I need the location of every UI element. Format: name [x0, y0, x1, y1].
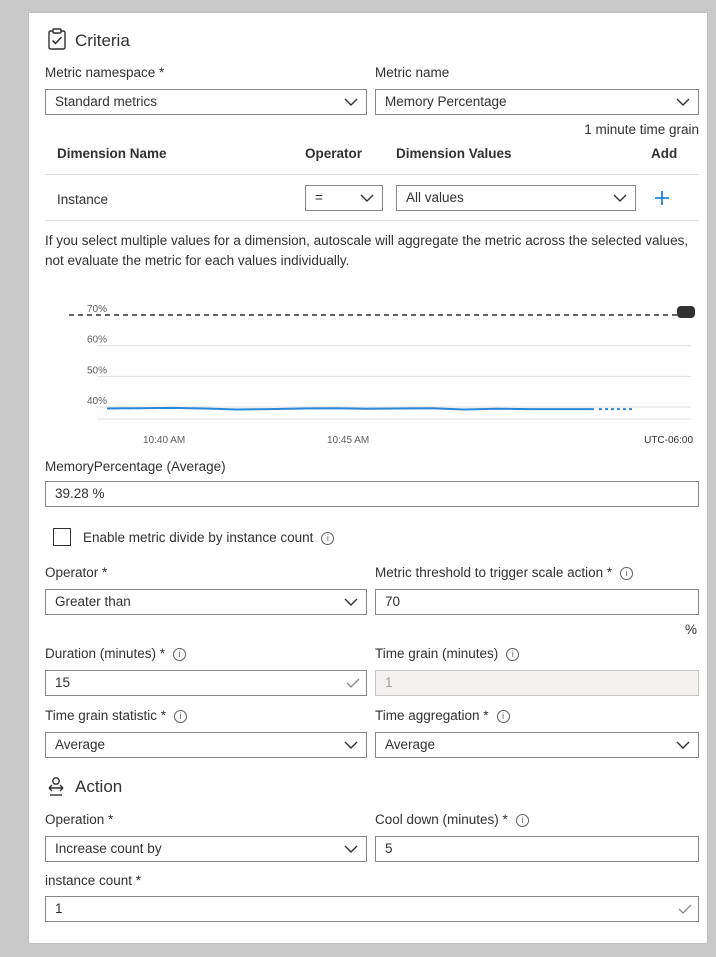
info-icon[interactable]: i: [174, 710, 187, 723]
info-icon[interactable]: i: [620, 567, 633, 580]
chevron-down-icon: [360, 191, 374, 205]
x-tick-label: 10:40 AM: [143, 435, 186, 446]
metric-aggregate-value-field: [45, 481, 699, 507]
instance-count-label: instance count *: [45, 873, 142, 888]
operator-dropdown[interactable]: [45, 589, 367, 615]
threshold-input[interactable]: [375, 589, 699, 615]
cool-down-input[interactable]: [375, 836, 699, 862]
enable-divide-checkbox[interactable]: [53, 528, 71, 546]
chevron-down-icon: [344, 738, 358, 752]
chevron-down-icon: [344, 595, 358, 609]
threshold-label-row: [375, 565, 633, 580]
cool-down-label: Cool down (minutes) *: [375, 812, 508, 827]
duration-input[interactable]: [45, 670, 367, 696]
time-grain-statistic-label: Time grain statistic *: [45, 708, 167, 723]
table-divider: [45, 174, 699, 175]
info-icon[interactable]: i: [506, 648, 519, 661]
metric-name-dropdown[interactable]: [375, 89, 699, 115]
metric-chart: [39, 293, 699, 453]
y-tick-label: 40%: [87, 396, 108, 407]
metric-namespace-dropdown[interactable]: [45, 89, 367, 115]
time-grain-statistic-value: Average: [55, 737, 106, 752]
info-icon[interactable]: i: [497, 710, 510, 723]
chevron-down-icon: [344, 842, 358, 856]
time-grain-statistic-dropdown[interactable]: [45, 732, 367, 758]
chevron-down-icon: [344, 95, 358, 109]
operator-header: Operator: [305, 146, 363, 161]
enable-divide-label: Enable metric divide by instance count: [83, 530, 314, 545]
metric-name-value: Memory Percentage: [385, 94, 507, 109]
threshold-marker: [677, 306, 695, 318]
aggregation-note: If you select multiple values for a dimension, autoscale will aggregate the metric across the selected values, not evaluate the metric for each values individually.: [45, 233, 689, 268]
dimension-operator-dropdown[interactable]: [305, 185, 383, 211]
time-aggregation-label-row: [375, 708, 510, 723]
time-grain-value: 1: [385, 675, 393, 690]
time-grain-input: [375, 670, 699, 696]
dimension-values-header: Dimension Values: [396, 146, 512, 161]
time-aggregation-label: Time aggregation *: [375, 708, 489, 723]
time-aggregation-dropdown[interactable]: [375, 732, 699, 758]
metric-aggregate-label: MemoryPercentage (Average): [45, 459, 226, 474]
threshold-label: Metric threshold to trigger scale action *: [375, 565, 613, 580]
dimension-name-header: Dimension Name: [57, 146, 167, 161]
chevron-down-icon: [676, 738, 690, 752]
time-grain-label: Time grain (minutes): [375, 646, 499, 661]
duration-label: Duration (minutes) *: [45, 646, 166, 661]
series-line: [107, 408, 594, 410]
y-tick-label: 50%: [87, 365, 108, 377]
dimension-operator-value: =: [315, 190, 323, 205]
time-grain-statistic-label-row: [45, 708, 187, 723]
metric-namespace-value: Standard metrics: [55, 94, 158, 109]
operation-dropdown[interactable]: [45, 836, 367, 862]
operation-value: Increase count by: [55, 841, 162, 856]
criteria-title: Criteria: [75, 31, 130, 50]
dimension-name-cell: Instance: [57, 192, 109, 207]
instance-count-value: 1: [55, 901, 63, 916]
time-grain-label-row: [375, 646, 519, 661]
operator-value: Greater than: [55, 594, 131, 609]
clipboard-check-icon: [47, 28, 67, 50]
action-title: Action: [75, 777, 123, 796]
cool-down-value: 5: [385, 841, 393, 856]
operator-label: Operator *: [45, 565, 108, 580]
chevron-down-icon: [676, 95, 690, 109]
dimension-values-dropdown[interactable]: [396, 185, 636, 211]
metric-aggregate-value: 39.28 %: [55, 486, 105, 501]
operation-label: Operation *: [45, 812, 114, 827]
enable-divide-row: [83, 530, 334, 545]
checkmark-icon: [678, 903, 692, 915]
checkmark-icon: [346, 677, 360, 689]
duration-label-row: [45, 646, 186, 661]
info-icon[interactable]: i: [173, 648, 186, 661]
scale-action-icon: [45, 775, 67, 797]
metric-namespace-label: Metric namespace *: [45, 65, 165, 80]
y-tick-label: 60%: [87, 334, 108, 346]
time-grain-note: 1 minute time grain: [584, 122, 699, 137]
duration-value: 15: [55, 675, 71, 690]
threshold-value: 70: [385, 594, 401, 609]
y-tick-label: 70%: [87, 304, 108, 315]
table-row-divider: [45, 220, 699, 221]
info-icon[interactable]: i: [516, 814, 529, 827]
info-icon[interactable]: i: [321, 532, 334, 545]
timezone-label: UTC-06:00: [644, 435, 693, 446]
add-header: Add: [651, 146, 678, 161]
instance-count-input[interactable]: [45, 896, 699, 922]
time-aggregation-value: Average: [385, 737, 436, 752]
plus-icon[interactable]: [654, 190, 670, 206]
scale-rule-panel: [28, 12, 708, 944]
threshold-unit: %: [684, 622, 697, 637]
chevron-down-icon: [613, 191, 627, 205]
metric-name-label: Metric name: [375, 65, 450, 80]
x-tick-label: 10:45 AM: [327, 435, 370, 446]
dimension-values-value: All values: [406, 190, 464, 205]
cool-down-label-row: [375, 812, 529, 827]
